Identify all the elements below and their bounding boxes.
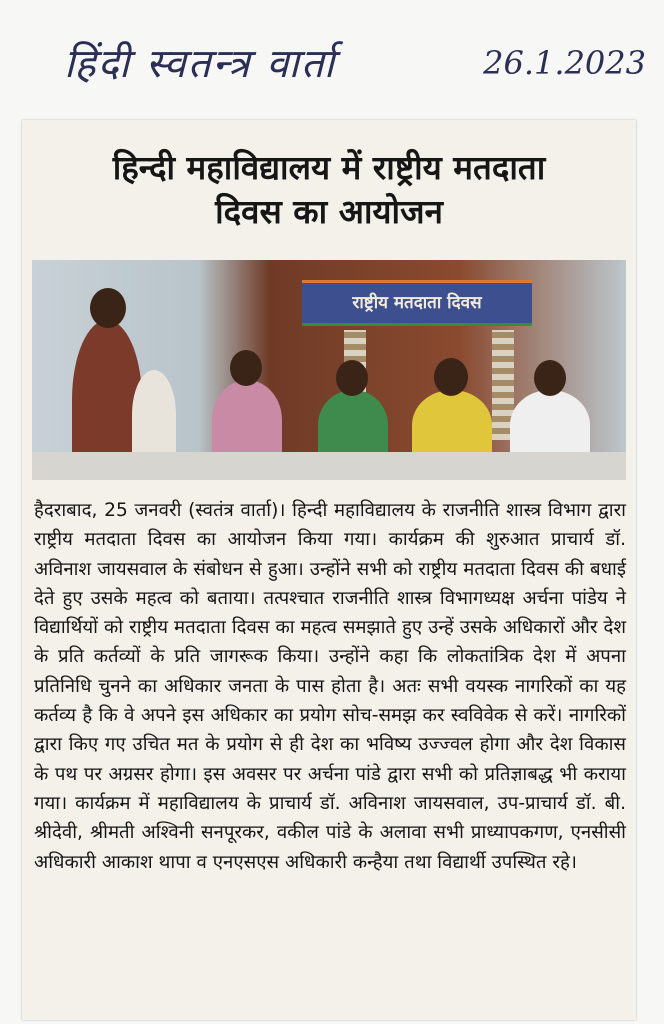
- handwritten-source: हिंदी स्वतन्त्र वार्ता: [64, 41, 337, 87]
- article-headline: [22, 146, 636, 234]
- photo-head: [434, 358, 468, 396]
- photo-table: [32, 452, 626, 480]
- event-photo: [32, 260, 626, 480]
- headline-line-1: हिन्दी महाविद्यालय में राष्ट्रीय मतदाता: [112, 148, 546, 187]
- article-body: हैदराबाद, 25 जनवरी (स्वतंत्र वार्ता)। हिन्दी महाविद्यालय के राजनीति शास्त्र विभाग द्वारा राष्ट्रीय मतदाता दिवस का आयोजन किया गया। कार्यक्रम की शुरुआत प्राचार्य डॉ. अविनाश जायसवाल के संबोधन से हुआ। उन्होंने सभी को राष्ट्रीय मतदाता दिवस की बधाई देते हुए उसके महत्व को बताया। तत्पश्चात राजनीति शास्त्र विभागध्यक्ष अर्चना पांडेय ने विद्यार्थियों को राष्ट्रीय मतदाता दिवस का महत्व समझाते हुए उन्हें उसके अधिकारों और देश के प्रति कर्तव्यों के प्रति जागरूक किया। उन्होंने कहा कि लोकतांत्रिक देश में अपना प्रतिनिधि चुनने का अधिकार जनता के पास होता है। अतः सभी वयस्क नागरिकों का यह कर्तव्य है कि वे अपने इस अधिकार का प्रयोग सोच-समझ कर स्वविवेक से करें। नागरिकों द्वारा किए गए उचित मत के प्रयोग से ही देश का भविष्य उज्ज्वल होगा और देश विकास के पथ पर अग्रसर होगा। इस अवसर पर अर्चना पांडे द्वारा सभी को प्रतिज्ञाबद्ध भी कराया गया। कार्यक्रम में महाविद्यालय के प्राचार्य डॉ. अविनाश जायसवाल, उप-प्राचार्य डॉ. बी. श्रीदेवी, श्रीमती अश्विनी सनपूरकर, वकील पांडे के अलावा सभी प्राध्यापकगण, एनसीसी अधिकारी आकाश थापा व एनएसएस अधिकारी कन्हैया तथा विद्यार्थी उपस्थित रहे।: [34, 500, 627, 873]
- photo-podium: [132, 370, 176, 460]
- newspaper-clipping: [22, 120, 636, 1020]
- headline-line-2: दिवस का आयोजन: [215, 192, 443, 231]
- photo-head: [336, 360, 368, 396]
- photo-guest: [212, 380, 282, 460]
- photo-guest: [412, 390, 492, 460]
- photo-guest: [318, 390, 388, 460]
- handwritten-date: 26.1.2023: [483, 44, 646, 82]
- handwritten-annotation: [52, 22, 652, 102]
- photo-banner: राष्ट्रीय मतदाता दिवस: [302, 280, 532, 326]
- photo-head: [534, 360, 566, 396]
- photo-head: [230, 350, 262, 386]
- photo-guest: [510, 390, 590, 460]
- photo-head: [90, 288, 126, 328]
